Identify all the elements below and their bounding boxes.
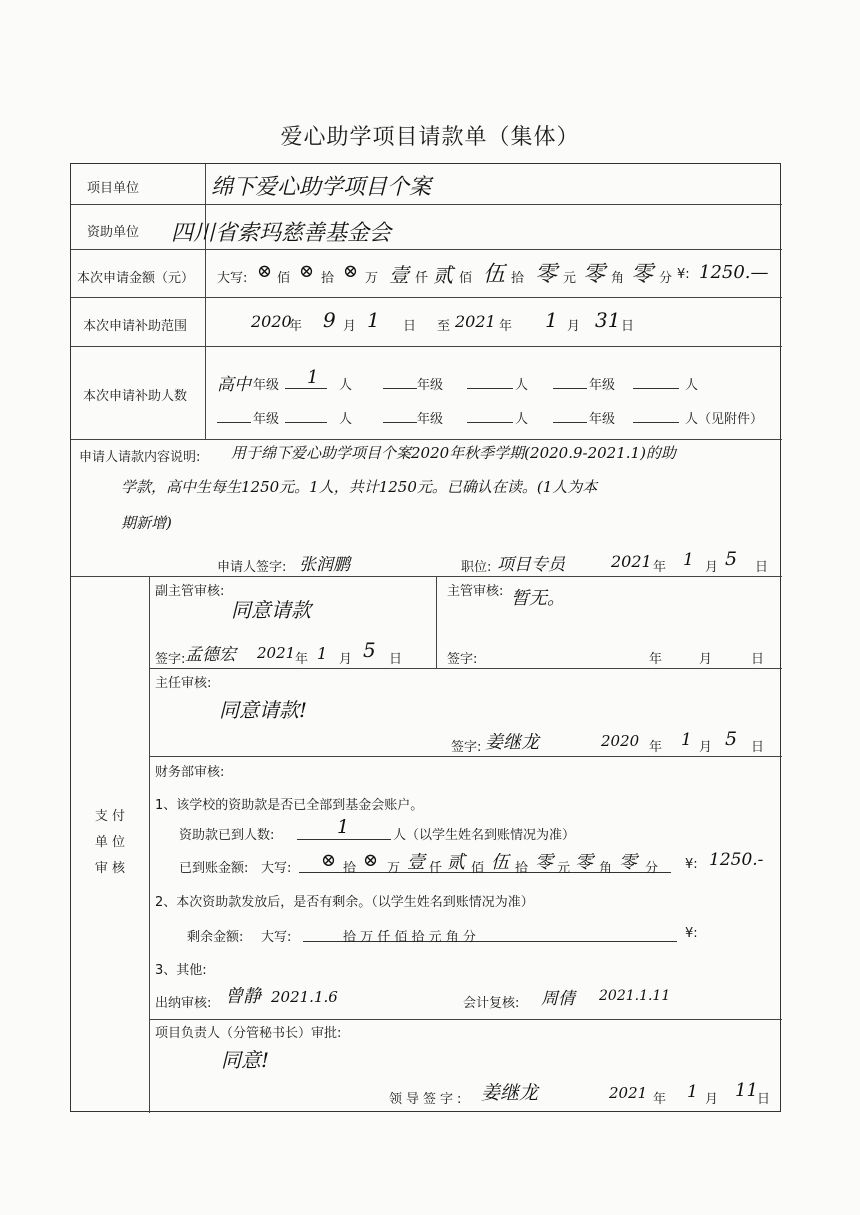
- deputy-sign-label: 签字:: [155, 652, 186, 667]
- yen-sign: ¥:: [685, 857, 698, 872]
- yue-label: 月: [705, 1092, 719, 1107]
- arrived-amount-label: 已到账金额:: [179, 861, 249, 876]
- ri-label: 日: [757, 1092, 771, 1107]
- amount-bai-unit: 佰: [277, 271, 291, 286]
- amount-bai2-value: 贰: [433, 263, 453, 287]
- approval-comment: 同意!: [221, 1048, 270, 1072]
- arrived-bai-unit: 佰: [471, 861, 485, 876]
- deputy-signature: 孟德宏: [185, 645, 236, 665]
- amount-shi2-value: 伍: [483, 262, 506, 287]
- range-start-year: 2020: [251, 312, 292, 331]
- arrived-shi-value: ⊗: [321, 850, 337, 871]
- applicant-sign-label: 申请人签字:: [217, 560, 287, 575]
- amount-shi-value: ⊗: [299, 261, 315, 282]
- ren-label: 人: [685, 378, 699, 393]
- supervisor-comment: 暂无。: [511, 588, 565, 609]
- amount-fen-unit: 分: [659, 271, 673, 286]
- description-line2: 学款，高中生每生1250元。1人，共计1250元。已确认在读。(1人为本: [121, 478, 598, 496]
- ri-label: 日: [389, 652, 403, 667]
- arrived-bai-value: 贰: [447, 852, 465, 873]
- finance-q1: 1、该学校的资助款是否已全部到基金会账户。: [155, 798, 424, 813]
- arrived-amount-number: 1250.-: [709, 850, 764, 870]
- arrived-fen-unit: 分: [645, 861, 659, 876]
- daxie-label: 大写:: [261, 861, 292, 876]
- amount-bai2-unit: 佰: [459, 271, 473, 286]
- amount-fen-value: 零: [631, 262, 654, 287]
- arrived-shi-unit: 拾: [343, 861, 357, 876]
- approval-day: 11: [735, 1080, 758, 1101]
- yue-label: 月: [567, 319, 581, 334]
- project-unit-value: 绵下爱心助学项目个案: [211, 175, 432, 200]
- cashier-signature: 曾静: [225, 986, 261, 1007]
- yue-label: 月: [699, 652, 713, 667]
- project-unit-label: 项目单位: [87, 181, 140, 196]
- nianji-label: 年级: [417, 412, 444, 427]
- yue-label: 月: [343, 319, 357, 334]
- ren-label: 人: [339, 412, 353, 427]
- position-label: 职位:: [461, 560, 492, 575]
- supervisor-label: 主管审核:: [447, 584, 504, 599]
- attachment-note: 人（见附件）: [685, 412, 764, 427]
- applicant-month: 1: [683, 550, 694, 570]
- amount-wan-value: ⊗: [343, 261, 359, 282]
- description-line1: 用于绵下爱心助学项目个案2020年秋季学期(2020.9-2021.1)的助: [231, 444, 676, 462]
- yue-label: 月: [699, 740, 713, 755]
- amount-wan-unit: 万: [365, 271, 379, 286]
- arrived-people-suffix: 人（以学生姓名到账情况为准）: [393, 828, 576, 843]
- leader-sign-label: 领导签字:: [389, 1092, 466, 1107]
- applicant-year: 2021: [611, 552, 652, 571]
- zhi-label: 至: [437, 319, 451, 334]
- ri-label: 日: [751, 740, 765, 755]
- range-end-month: 1: [545, 308, 558, 332]
- deputy-day: 5: [363, 638, 376, 662]
- ri-label: 日: [403, 319, 417, 334]
- yue-label: 月: [339, 652, 353, 667]
- director-sign-label: 签字:: [451, 740, 482, 755]
- amount-bai-value: ⊗: [257, 261, 273, 282]
- accountant-label: 会计复核:: [463, 996, 520, 1011]
- arrived-jiao-unit: 角: [599, 861, 613, 876]
- arrived-fen-value: 零: [619, 852, 637, 873]
- arrived-yuan-value: 零: [535, 852, 553, 873]
- position-value: 项目专员: [497, 555, 565, 575]
- amount-jiao-unit: 角: [611, 271, 625, 286]
- nian-label: 年: [289, 319, 303, 334]
- range-start-day: 1: [367, 308, 380, 332]
- ri-label: 日: [751, 652, 765, 667]
- ren-label: 人: [339, 378, 353, 393]
- ri-label: 日: [755, 560, 769, 575]
- arrived-jiao-value: 零: [575, 852, 593, 873]
- deputy-comment: 同意请款: [231, 598, 311, 622]
- count-label: 本次申请补助人数: [83, 389, 188, 404]
- finance-label: 财务部审核:: [155, 765, 225, 780]
- range-label: 本次申请补助范围: [83, 319, 188, 334]
- yen-sign: ¥:: [685, 926, 698, 941]
- arrived-wan-unit: 万: [387, 861, 401, 876]
- side-label-line: 单 位: [94, 835, 126, 850]
- nian-label: 年: [653, 1092, 667, 1107]
- nianji-label: 年级: [417, 378, 444, 393]
- applicant-signature: 张润鹏: [299, 555, 350, 575]
- side-label-line: 支 付: [94, 809, 126, 824]
- arrived-qian-unit: 仟: [429, 861, 443, 876]
- director-month: 1: [681, 730, 692, 750]
- nian-label: 年: [653, 560, 667, 575]
- arrived-yuan-unit: 元: [557, 861, 571, 876]
- amount-jiao-value: 零: [583, 262, 606, 287]
- finance-q2: 2、本次资助款发放后，是否有剩余。（以学生姓名到账情况为准）: [155, 895, 534, 910]
- amount-qian-value: 壹: [389, 263, 409, 287]
- applicant-day: 5: [725, 548, 738, 570]
- range-end-year: 2021: [455, 312, 496, 331]
- amount-qian-unit: 仟: [415, 271, 429, 286]
- yue-label: 月: [705, 560, 719, 575]
- amount-label: 本次申请金额（元）: [77, 271, 195, 286]
- accountant-date: 2021.1.11: [599, 988, 671, 1004]
- cashier-date: 2021.1.6: [271, 988, 338, 1006]
- nianji-label: 年级: [253, 378, 280, 393]
- arrived-wan-value: ⊗: [363, 850, 379, 871]
- remain-units: 拾 万 仟 佰 拾 元 角 分: [343, 930, 476, 945]
- supervisor-sign-label: 签字:: [447, 652, 478, 667]
- accountant-signature: 周倩: [541, 989, 575, 1009]
- nian-label: 年: [649, 740, 663, 755]
- deputy-label: 副主管审核:: [155, 584, 225, 599]
- amount-shi-unit: 拾: [321, 271, 335, 286]
- arrived-people-value: 1: [337, 816, 350, 838]
- ren-label: 人: [515, 412, 529, 427]
- approval-year: 2021: [609, 1084, 648, 1102]
- funding-unit-value: 四川省索玛慈善基金会: [171, 221, 392, 246]
- count1-value: 1: [307, 367, 319, 388]
- arrived-shi2-value: 伍: [491, 852, 509, 873]
- deputy-month: 1: [317, 644, 328, 663]
- director-year: 2020: [601, 732, 640, 750]
- amount-yuan-unit: 元: [563, 271, 577, 286]
- finance-q3: 3、其他:: [155, 963, 207, 978]
- nianji-label: 年级: [589, 378, 616, 393]
- amount-yuan-value: 零: [535, 262, 558, 287]
- ren-label: 人: [515, 378, 529, 393]
- amount-shi2-unit: 拾: [511, 271, 525, 286]
- nian-label: 年: [499, 319, 513, 334]
- range-end-day: 31: [595, 308, 621, 332]
- arrived-shi2-unit: 拾: [515, 861, 529, 876]
- director-label: 主任审核:: [155, 676, 212, 691]
- nian-label: 年: [649, 652, 663, 667]
- daxie-label: 大写:: [217, 271, 248, 286]
- request-form: [70, 163, 781, 1112]
- approval-label: 项目负责人（分管秘书长）审批:: [155, 1026, 342, 1041]
- director-comment: 同意请款!: [219, 698, 308, 722]
- description-line3: 期新增): [121, 514, 172, 532]
- ri-label: 日: [621, 319, 635, 334]
- leader-signature: 姜继龙: [481, 1082, 539, 1104]
- nian-label: 年: [295, 652, 309, 667]
- arrived-qian-value: 壹: [407, 852, 425, 873]
- nianji-label: 年级: [589, 412, 616, 427]
- funding-unit-label: 资助单位: [87, 225, 140, 240]
- payment-side-label: [79, 804, 141, 882]
- range-start-month: 9: [323, 308, 336, 332]
- cashier-label: 出纳审核:: [155, 996, 212, 1011]
- nianji-label: 年级: [253, 412, 280, 427]
- amount-number: 1250.—: [699, 262, 769, 283]
- yen-sign: ¥:: [677, 267, 690, 282]
- grade1-value: 高中: [217, 375, 251, 395]
- remain-label: 剩余金额:: [187, 930, 244, 945]
- description-label: 申请人请款内容说明:: [79, 450, 201, 465]
- side-label-line: 审 核: [94, 861, 126, 876]
- deputy-year: 2021: [257, 644, 296, 662]
- approval-month: 1: [687, 1082, 698, 1102]
- director-signature: 姜继龙: [485, 732, 539, 753]
- daxie-label: 大写:: [261, 930, 292, 945]
- page-title: 爱心助学项目请款单（集体）: [280, 125, 580, 150]
- arrived-people-label: 资助款已到人数:: [179, 828, 275, 843]
- director-day: 5: [725, 728, 738, 750]
